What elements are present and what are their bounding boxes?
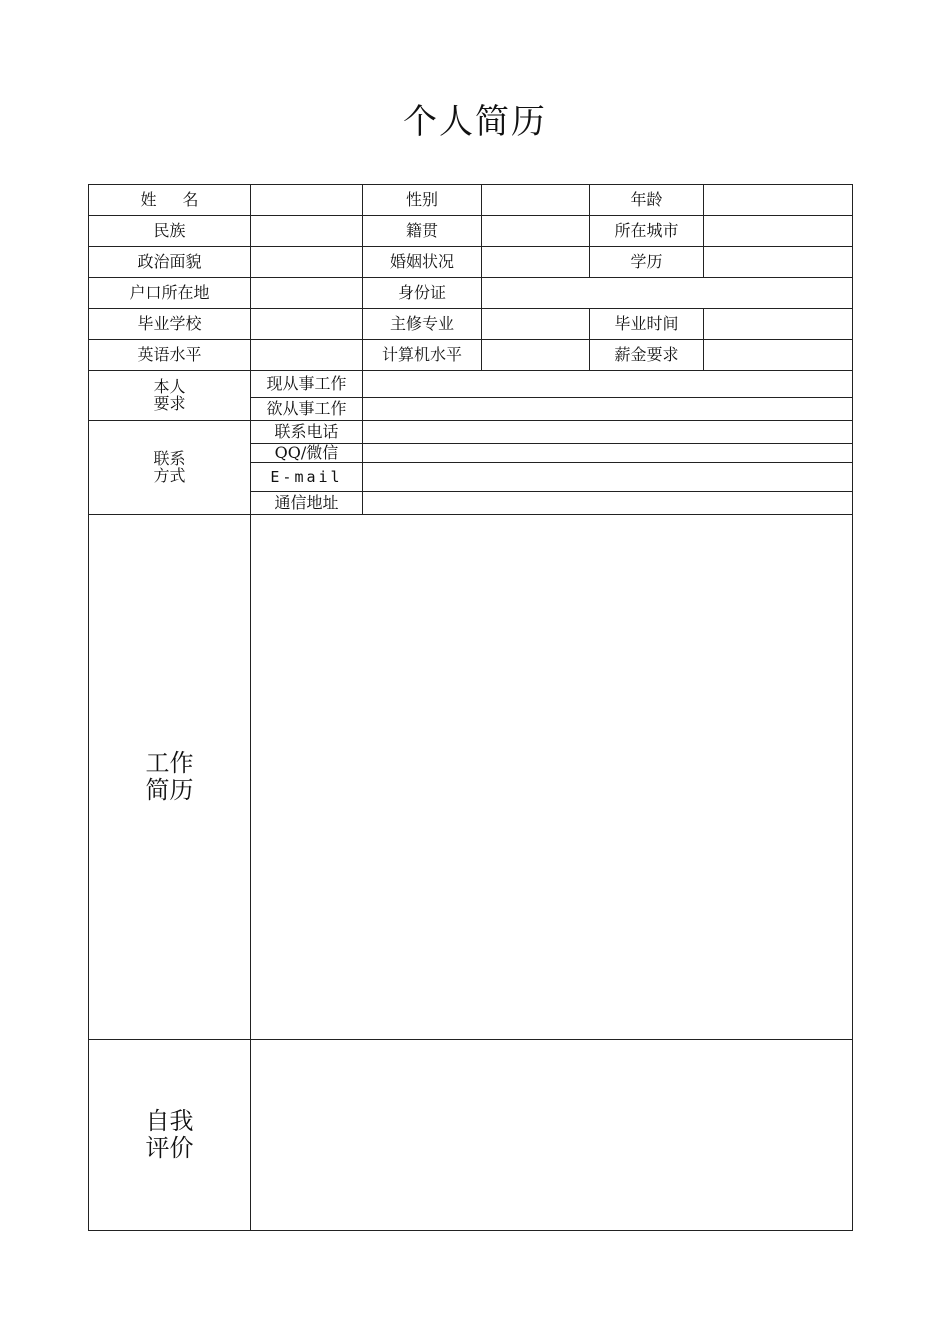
page-title: 个人简历 (403, 102, 547, 142)
self-eval-field[interactable] (251, 1040, 853, 1231)
row-basic-4 (89, 278, 853, 309)
marital-field[interactable] (482, 247, 590, 278)
resume-table (88, 184, 853, 1231)
requirements-label (89, 371, 251, 421)
phone-field[interactable] (363, 421, 853, 444)
phone-label: 联系电话 (251, 421, 363, 444)
ethnicity-field[interactable] (251, 216, 363, 247)
political-label: 政治面貌 (89, 247, 251, 278)
desired-job-field[interactable] (363, 398, 853, 421)
city-field[interactable] (704, 216, 853, 247)
email-label: E-mail (251, 463, 363, 492)
computer-field[interactable] (482, 340, 590, 371)
row-self-eval (89, 1040, 853, 1231)
education-field[interactable] (704, 247, 853, 278)
self-eval-label-line1: 自我 (145, 1107, 194, 1135)
city-label: 所在城市 (590, 216, 704, 247)
address-field[interactable] (363, 492, 853, 515)
gender-label: 性别 (363, 185, 482, 216)
grad-time-label: 毕业时间 (590, 309, 704, 340)
row-basic-5 (89, 309, 853, 340)
work-history-label-line2: 简历 (145, 776, 194, 804)
political-field[interactable] (251, 247, 363, 278)
age-label: 年龄 (590, 185, 704, 216)
id-label: 身份证 (363, 278, 482, 309)
row-phone (89, 421, 853, 444)
row-work-history (89, 515, 853, 1040)
qq-label: QQ/微信 (251, 444, 363, 463)
major-label: 主修专业 (363, 309, 482, 340)
self-eval-label-line2: 评价 (145, 1134, 194, 1162)
native-place-label: 籍贯 (363, 216, 482, 247)
row-basic-6 (89, 340, 853, 371)
english-field[interactable] (251, 340, 363, 371)
work-history-label-line1: 工作 (145, 749, 194, 777)
name-label: 姓名 (89, 185, 251, 216)
computer-label: 计算机水平 (363, 340, 482, 371)
native-place-field[interactable] (482, 216, 590, 247)
requirements-label-line2: 要求 (153, 394, 186, 413)
desired-job-label: 欲从事工作 (251, 398, 363, 421)
row-basic-3 (89, 247, 853, 278)
school-field[interactable] (251, 309, 363, 340)
row-current-job (89, 371, 853, 398)
salary-field[interactable] (704, 340, 853, 371)
school-label: 毕业学校 (89, 309, 251, 340)
self-eval-label (89, 1040, 251, 1231)
major-field[interactable] (482, 309, 590, 340)
current-job-label: 现从事工作 (251, 371, 363, 398)
current-job-field[interactable] (363, 371, 853, 398)
id-field[interactable] (482, 278, 853, 309)
hukou-label: 户口所在地 (89, 278, 251, 309)
email-field[interactable] (363, 463, 853, 492)
name-field[interactable] (251, 185, 363, 216)
education-label: 学历 (590, 247, 704, 278)
row-basic-1 (89, 185, 853, 216)
ethnicity-label: 民族 (89, 216, 251, 247)
gender-field[interactable] (482, 185, 590, 216)
contact-label-line1: 联系 (153, 449, 186, 468)
age-field[interactable] (704, 185, 853, 216)
requirements-label-line1: 本人 (153, 377, 186, 396)
qq-field[interactable] (363, 444, 853, 463)
contact-label (89, 421, 251, 515)
row-basic-2 (89, 216, 853, 247)
address-label: 通信地址 (251, 492, 363, 515)
work-history-field[interactable] (251, 515, 853, 1040)
hukou-field[interactable] (251, 278, 363, 309)
marital-label: 婚姻状况 (363, 247, 482, 278)
work-history-label (89, 515, 251, 1040)
grad-time-field[interactable] (704, 309, 853, 340)
salary-label: 薪金要求 (590, 340, 704, 371)
contact-label-line2: 方式 (153, 466, 186, 485)
english-label: 英语水平 (89, 340, 251, 371)
